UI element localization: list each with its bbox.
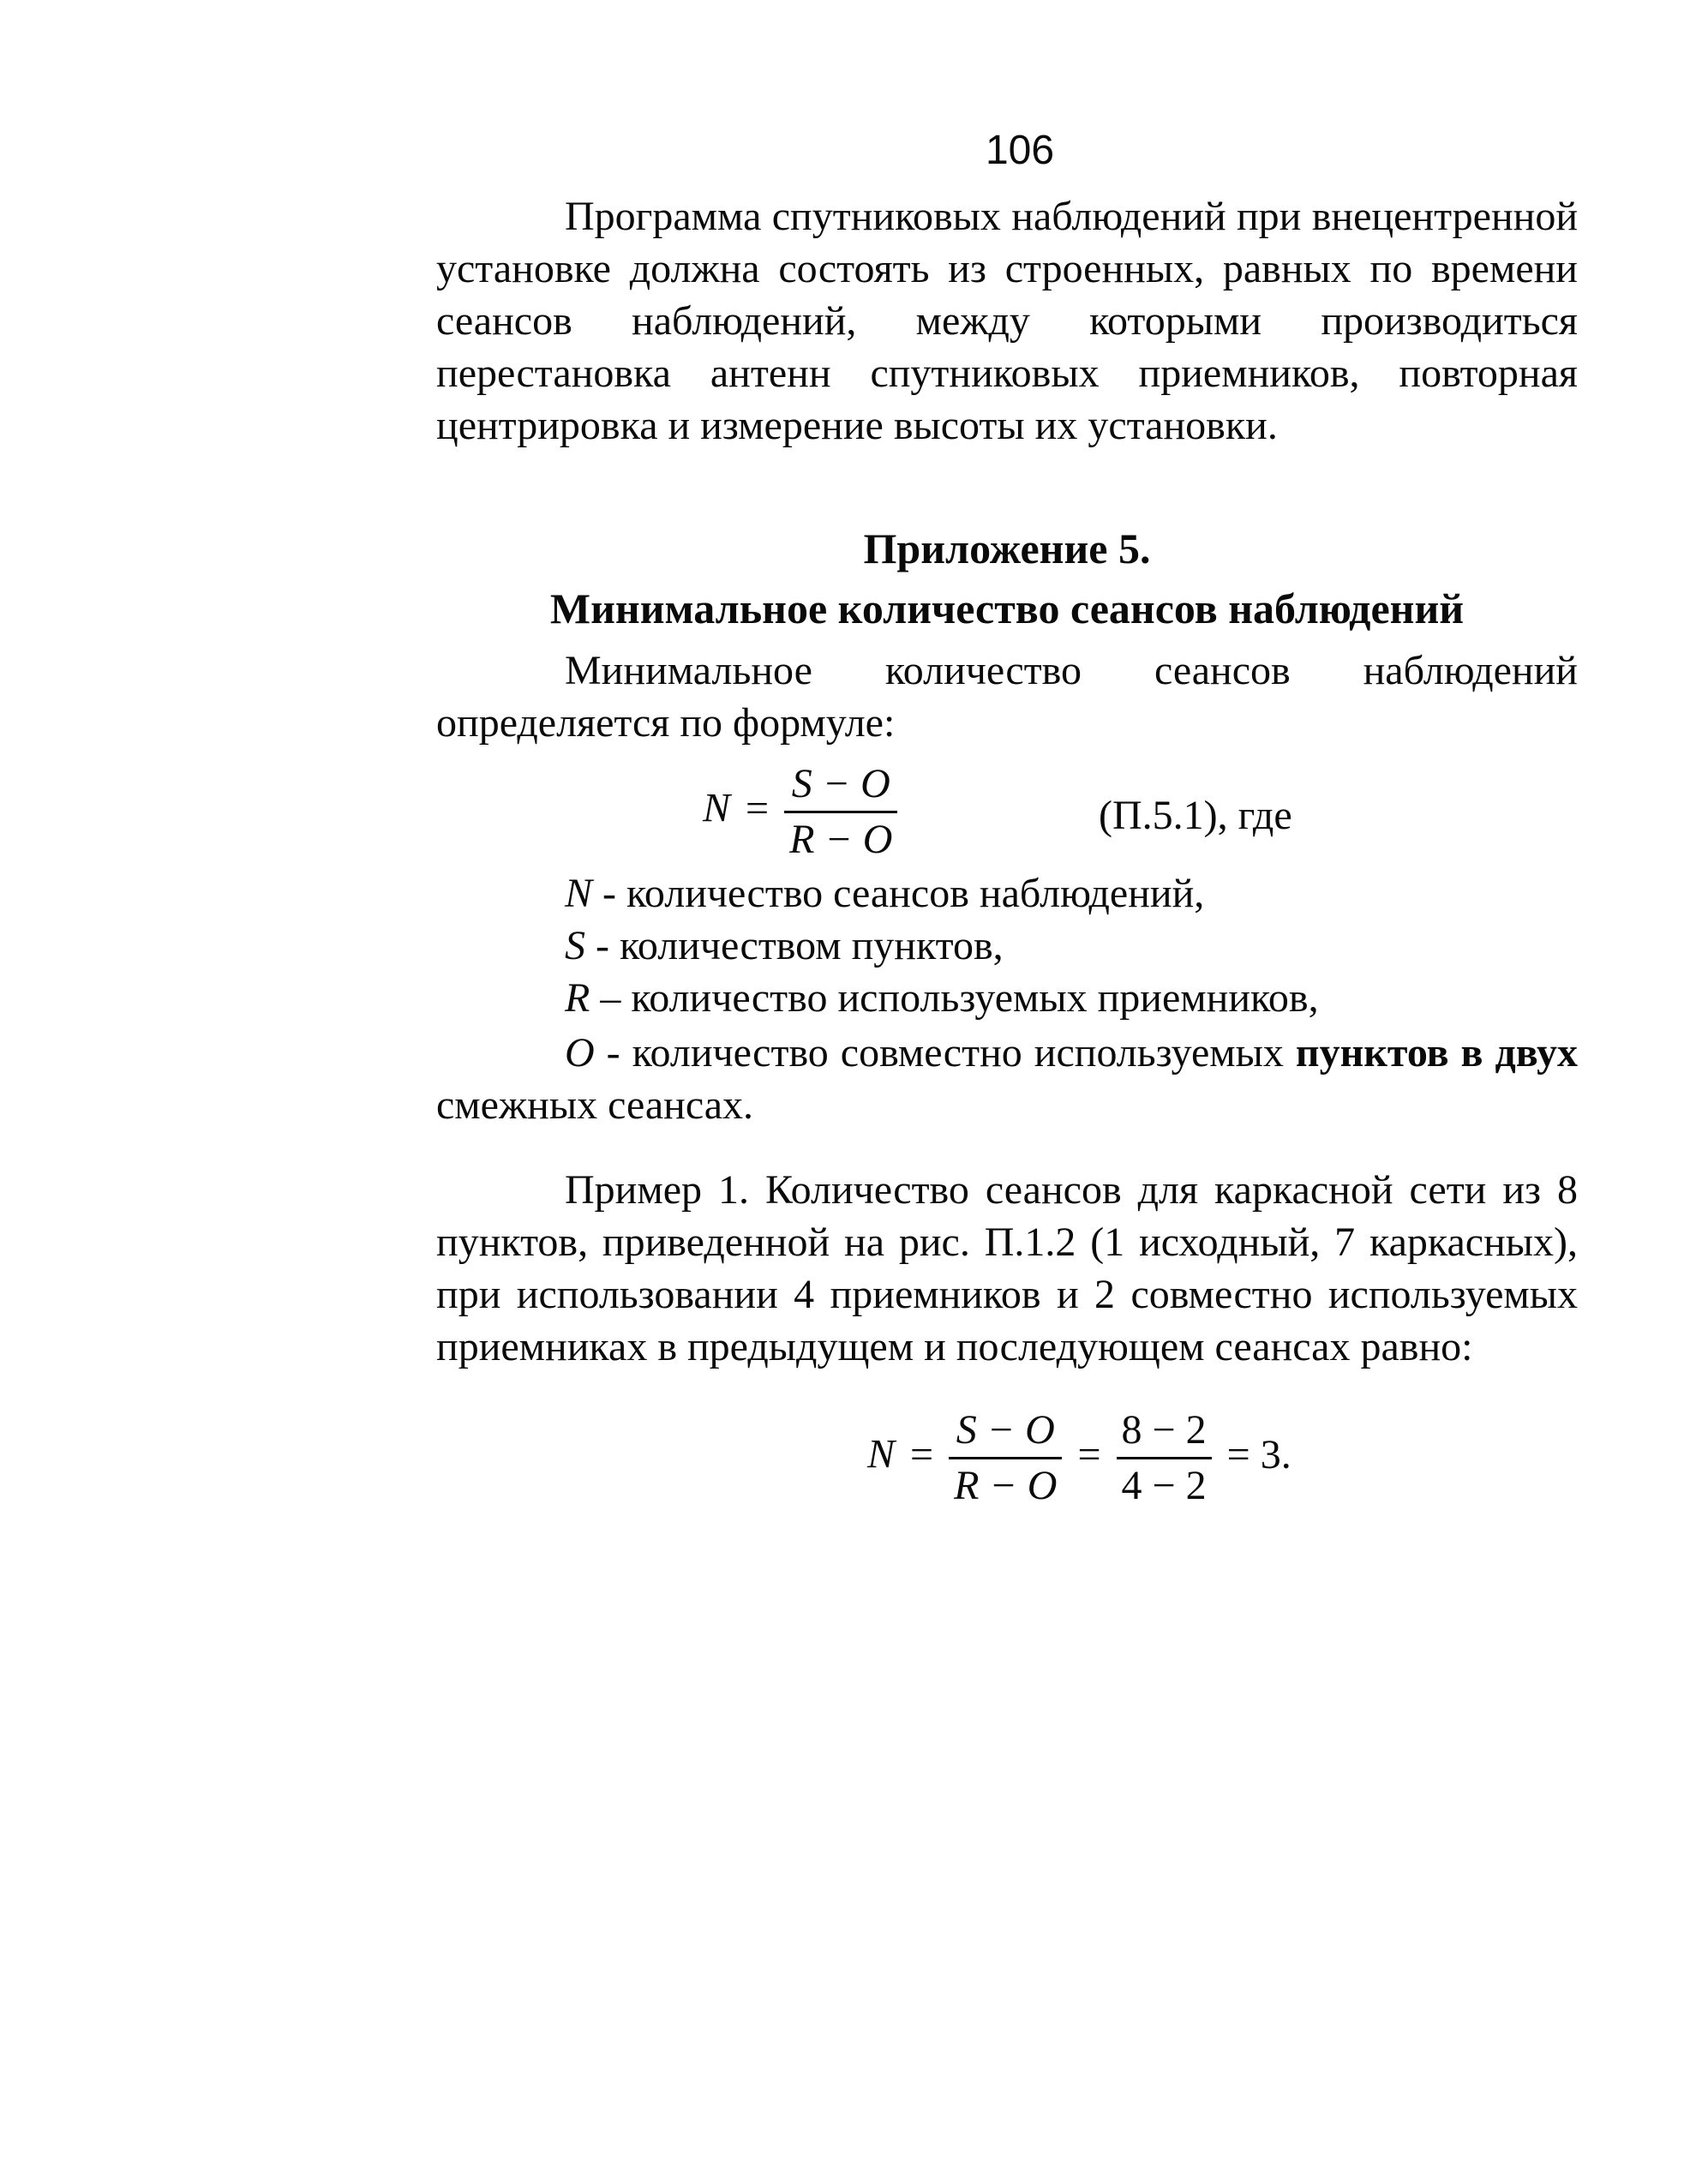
formula2-denominator-symbolic: R − O: [954, 1463, 1058, 1508]
intro-paragraph: Программа спутниковых наблюдений при внецентренной установке должна состоять из строенных, равных по времени сеансов наблюдений, между которыми производиться перестановка антенн спутниковых приемников, повторная центрировка и измерение высоты их установки.: [436, 194, 1578, 448]
example-paragraph: Пример 1. Количество сеансов для каркасной сети из 8 пунктов, приведенной на рис. П.1.2 (1 исходный, 7 каркасных), при использовании 4 приемников и 2 совместно используемых приемниках в предыдущем и последующем сеансах равно:: [436, 1167, 1578, 1369]
definition-text: - количеством пунктов,: [585, 923, 1004, 968]
formula1-lhs: N: [703, 785, 731, 831]
definition-text: – количество используемых приемников,: [590, 975, 1319, 1021]
definition-last-item: [436, 1027, 1578, 1131]
intro-paragraph-block: [436, 190, 1578, 452]
formula-min-sessions: [703, 759, 897, 865]
formula2-numerator-symbolic: S − O: [956, 1407, 1055, 1453]
formula2-fraction-bar: [949, 1457, 1062, 1459]
formula2-result: = 3.: [1226, 1431, 1291, 1477]
definition-intro-block: [436, 644, 1578, 749]
definition-symbol: S: [565, 923, 585, 968]
formula-example: [867, 1405, 1297, 1511]
formula1-fraction-bar: [784, 811, 897, 813]
formula2-fraction-bar: [1117, 1457, 1212, 1459]
definition-text: - количество совместно используемых: [594, 1030, 1296, 1076]
appendix-title: Приложение 5.: [863, 524, 1151, 572]
definition-item: [436, 920, 1578, 972]
definition-item: [436, 867, 1578, 920]
example-paragraph-block: [436, 1164, 1578, 1373]
definition-bold-text: двух: [1495, 1030, 1579, 1076]
formula1-fraction: [784, 759, 897, 865]
formula2-equals: =: [910, 1431, 934, 1477]
formula1-equals: =: [746, 785, 770, 831]
formula2-fraction-symbolic: [949, 1405, 1062, 1511]
formula1-reference: (П.5.1), где: [1099, 793, 1292, 838]
definition-item: [436, 972, 1578, 1024]
definition-bold-text: пунктов в: [1295, 1030, 1483, 1076]
definitions-list: [436, 867, 1578, 1024]
definition-text: смежных сеансах.: [436, 1082, 754, 1128]
formula1-denominator: R − O: [789, 817, 893, 862]
definition-symbol: O: [565, 1030, 595, 1076]
formula2-numerator-numeric: 8 − 2: [1121, 1407, 1207, 1453]
definition-intro: Минимальное количество сеансов наблюдений определяется по формуле:: [436, 648, 1578, 746]
appendix-subtitle: Минимальное количество сеансов наблюдений: [549, 584, 1465, 632]
definition-symbol: N: [565, 871, 593, 916]
formula2-fraction-numeric: [1117, 1405, 1212, 1511]
page-number: 106: [985, 128, 1055, 173]
definition-text: - количество сеансов наблюдений,: [592, 871, 1205, 916]
formula1-numerator: S − O: [791, 761, 890, 806]
definition-last-block: [436, 1027, 1578, 1131]
formula2-denominator-numeric: 4 − 2: [1121, 1463, 1207, 1508]
formula2-equals-2: =: [1077, 1431, 1101, 1477]
definition-symbol: R: [565, 975, 590, 1021]
formula2-lhs: N: [867, 1431, 896, 1477]
